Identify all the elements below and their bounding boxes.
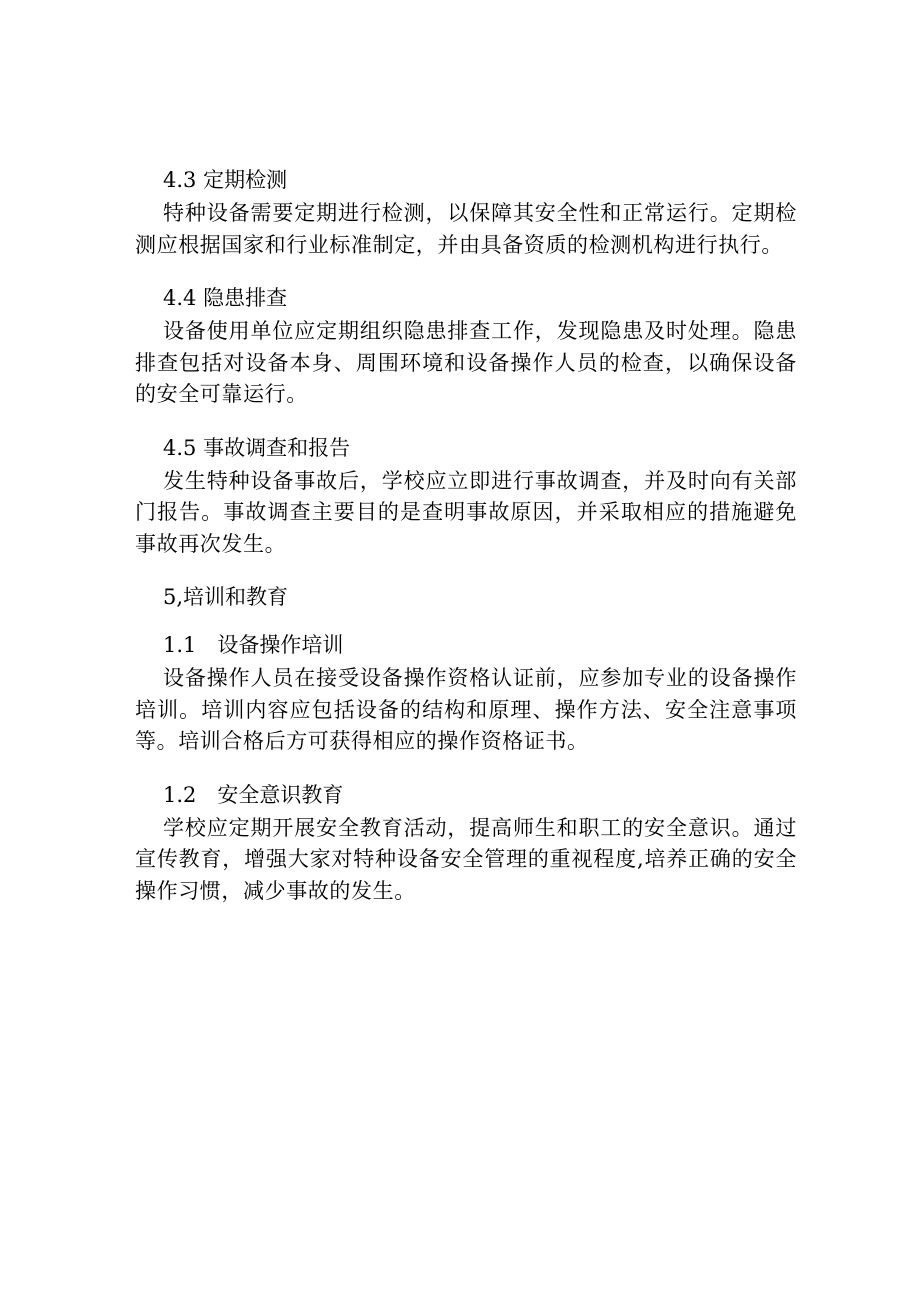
- section-body-4-3: 特种设备需要定期进行检测，以保障其安全性和正常运行。定期检测应根据国家和行业标准制定，并由具备资质的检测机构进行执行。: [135, 201, 797, 257]
- section-body-1-2: 学校应定期开展安全教育活动，提高师生和职工的安全意识。通过宣传教育，增强大家对特种设备安全管理的重视程度,培养正确的安全操作习惯，减少事故的发生。: [135, 815, 797, 903]
- section-heading-4-4: 4.4 隐患排查: [163, 286, 288, 310]
- section-heading-4-5: 4.5 事故调查和报告: [163, 435, 351, 460]
- document-content: [135, 164, 797, 928]
- section-heading-4-3: 4.3 定期检测: [163, 168, 288, 192]
- section-body-1-1: 设备操作人员在接受设备操作资格认证前，应参加专业的设备操作培训。培训内容应包括设备的结构和原理、操作方法、安全注意事项等。培训合格后方可获得相应的操作资格证书。: [135, 666, 797, 753]
- section-body-4-4: 设备使用单位应定期组织隐患排查工作，发现隐患及时处理。隐患排查包括对设备本身、周围环境和设备操作人员的检查，以确保设备的安全可靠运行。: [135, 319, 797, 406]
- section-body-4-5: 发生特种设备事故后，学校应立即进行事故调查，并及时向有关部门报告。事故调查主要目的是查明事故原因，并采取相应的措施避免事故再次发生。: [135, 468, 797, 556]
- section-heading-5: 5,培训和教育: [163, 585, 289, 609]
- section-heading-1-2: 1.2 安全意识教育: [163, 782, 344, 807]
- section-heading-1-1: 1.1 设备操作培训: [163, 633, 344, 657]
